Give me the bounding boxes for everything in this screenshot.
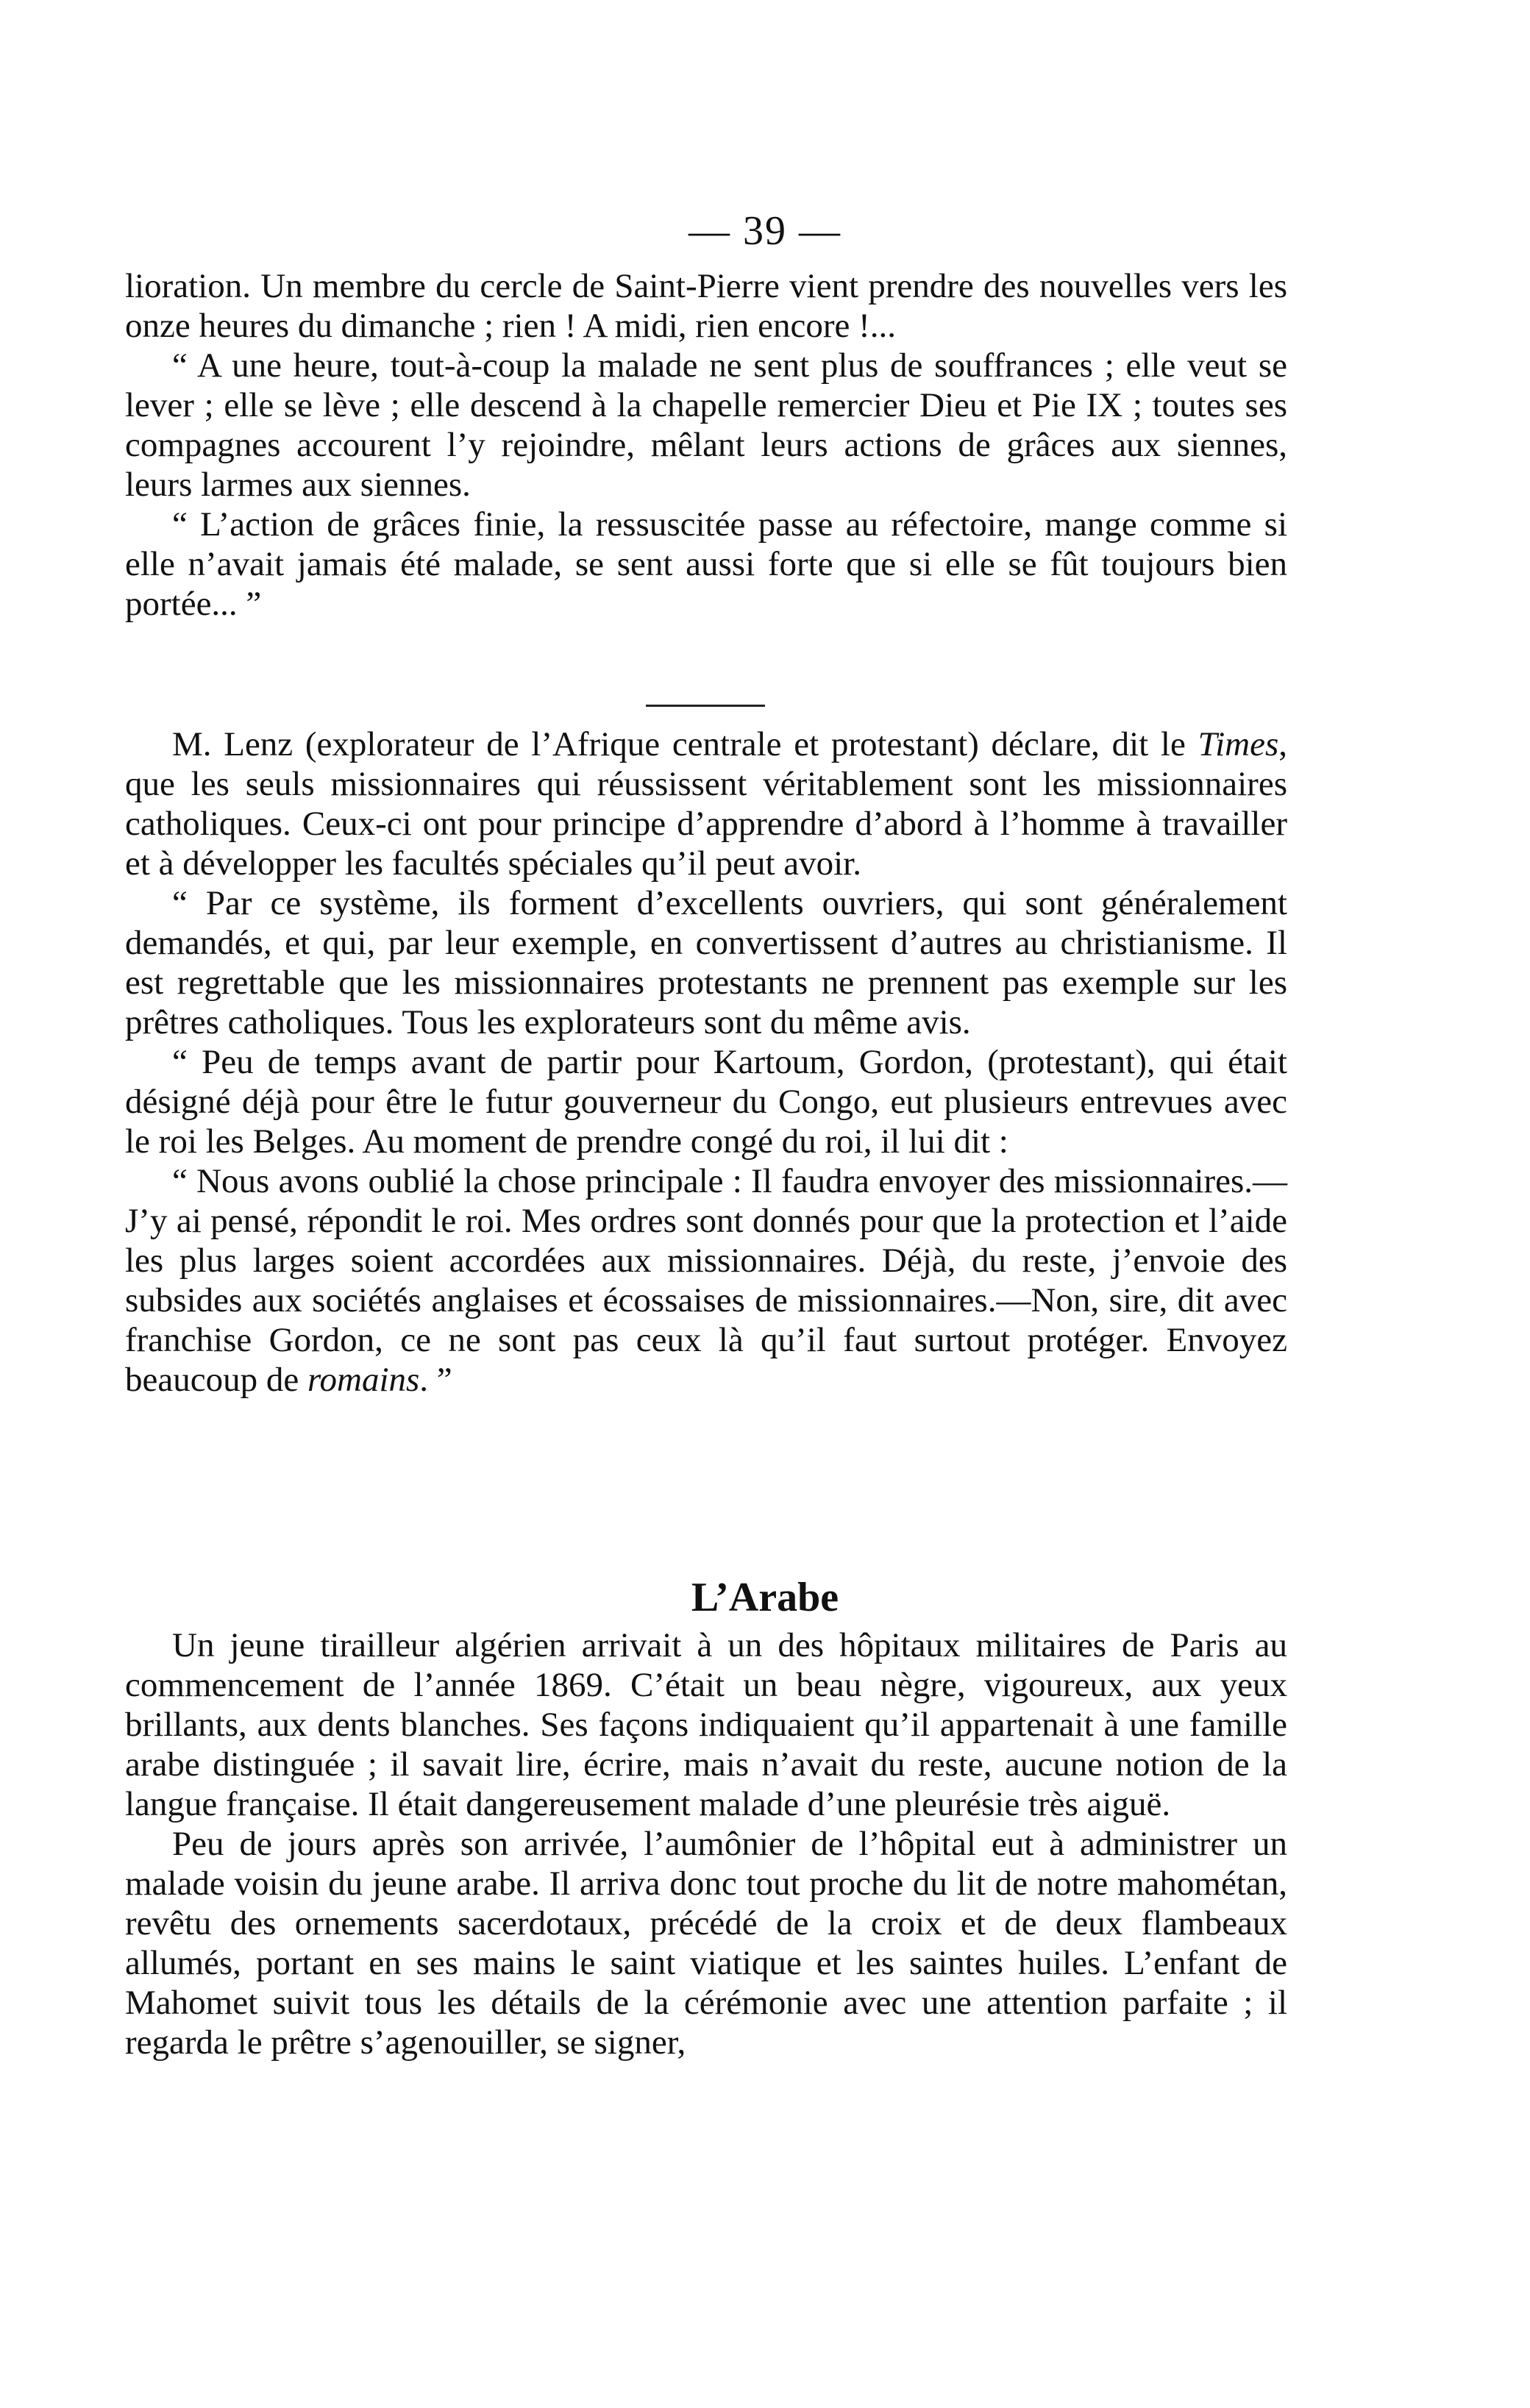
text-block-arab-story bbox=[125, 1625, 1287, 2062]
paragraph-tirailleur: Un jeune tirailleur algérien arrivait à un des hôpitaux militaires de Paris au commencement de l’année 1869. C’était un beau nègre, vigoureux, aux yeux brillants, aux dents blanches. Ses façons indiquaient qu’il appartenait à une famille arabe distinguée ; il savait lire, écrire, mais n’avait du reste, aucune notion de la langue française. Il était dangereusement malade d’une pleurésie très aiguë. bbox=[125, 1626, 1287, 1823]
page-number: — 39 — bbox=[688, 208, 842, 254]
paragraph-system: “ Par ce système, ils forment d’excellents ouvriers, qui sont généralement demandés, et qui, par leur exemple, en convertissent d’autres au christianisme. Il est regrettable que les missionnaires protestants ne prennent pas exemple sur les prêtres catholiques. Tous les explorateurs sont du même avis. bbox=[125, 884, 1287, 1041]
paragraph-gordon-intro: “ Peu de temps avant de partir pour Kartoum, Gordon, (protestant), qui était désigné déjà pour être le futur gouverneur du Congo, eut plusieurs entrevues avec le roi les Belges. Au moment de prendre congé du roi, il lui dit : bbox=[125, 1043, 1287, 1161]
paragraph-healing: “ A une heure, tout-à-coup la malade ne sent plus de souffrances ; elle veut se lever ; elle se lève ; elle descend à la chapelle remercier Dieu et Pie IX ; toutes ses compagnes accourent l’y rejoindre, mêlant leurs actions de grâces aux siennes, leurs larmes aux siennes. bbox=[125, 346, 1287, 504]
paragraph-gordon-text-1: “ Nous avons oublié la chose principale : Il faudra envoyer des missionnaires.— J’y ai pensé, répondit le roi. Mes ordres sont donnés pour que la protection et l’aide les plus larges soient accordées aux missionnaires. Déjà, du reste, j’envoie des subsides aux sociétés anglaises et écossaises de missionnaires.—Non, sire, dit avec franchise Gordon, ce ne sont pas ceux là qu’il faut surtout protéger. Envoyez beaucoup de bbox=[125, 1162, 1287, 1399]
paragraph-continued: lioration. Un membre du cercle de Saint-Pierre vient prendre des nouvelles vers les onze heures du dimanche ; rien ! A midi, rien encore !... bbox=[125, 267, 1287, 345]
newspaper-name: Times bbox=[1198, 725, 1279, 763]
section-divider-rule bbox=[646, 705, 765, 707]
text-block-miracle-account bbox=[125, 266, 1287, 624]
text-block-lenz-gordon bbox=[125, 724, 1287, 1400]
paragraph-lenz-text-2: , que les seuls missionnaires qui réussissent véritablement sont les missionnaires catholiques. Ceux-ci ont pour principe d’apprendre d’abord à l’homme à travailler et à développer les facultés spéciales qu’il peut avoir. bbox=[125, 725, 1287, 883]
paragraph-viaticum: Peu de jours après son arrivée, l’aumônier de l’hôpital eut à administrer un malade voisin du jeune arabe. Il arriva donc tout proche du lit de notre mahométan, revêtu des ornements sacerdotaux, précédé de la croix et de deux flambeaux allumés, portant en ses mains le saint viatique et les saintes huiles. L’enfant de Mahomet suivit tous les détails de la cérémonie avec une attention parfaite ; il regarda le prêtre s’agenouiller, se signer, bbox=[125, 1825, 1287, 2062]
paragraph-thanksgiving: “ L’action de grâces finie, la ressuscitée passe au réfectoire, mange comme si elle n’avait jamais été malade, se sent aussi forte que si elle se fût toujours bien portée... ” bbox=[125, 505, 1287, 623]
paragraph-lenz-text-1: M. Lenz (explorateur de l’Afrique centrale et protestant) déclare, dit le bbox=[172, 725, 1198, 763]
paragraph-gordon-dialogue bbox=[125, 1161, 1287, 1400]
emphasized-word: romains bbox=[307, 1361, 420, 1399]
paragraph-lenz bbox=[125, 724, 1287, 883]
paragraph-gordon-text-2: . ” bbox=[419, 1361, 452, 1399]
section-heading: L’Arabe bbox=[691, 1575, 839, 1620]
